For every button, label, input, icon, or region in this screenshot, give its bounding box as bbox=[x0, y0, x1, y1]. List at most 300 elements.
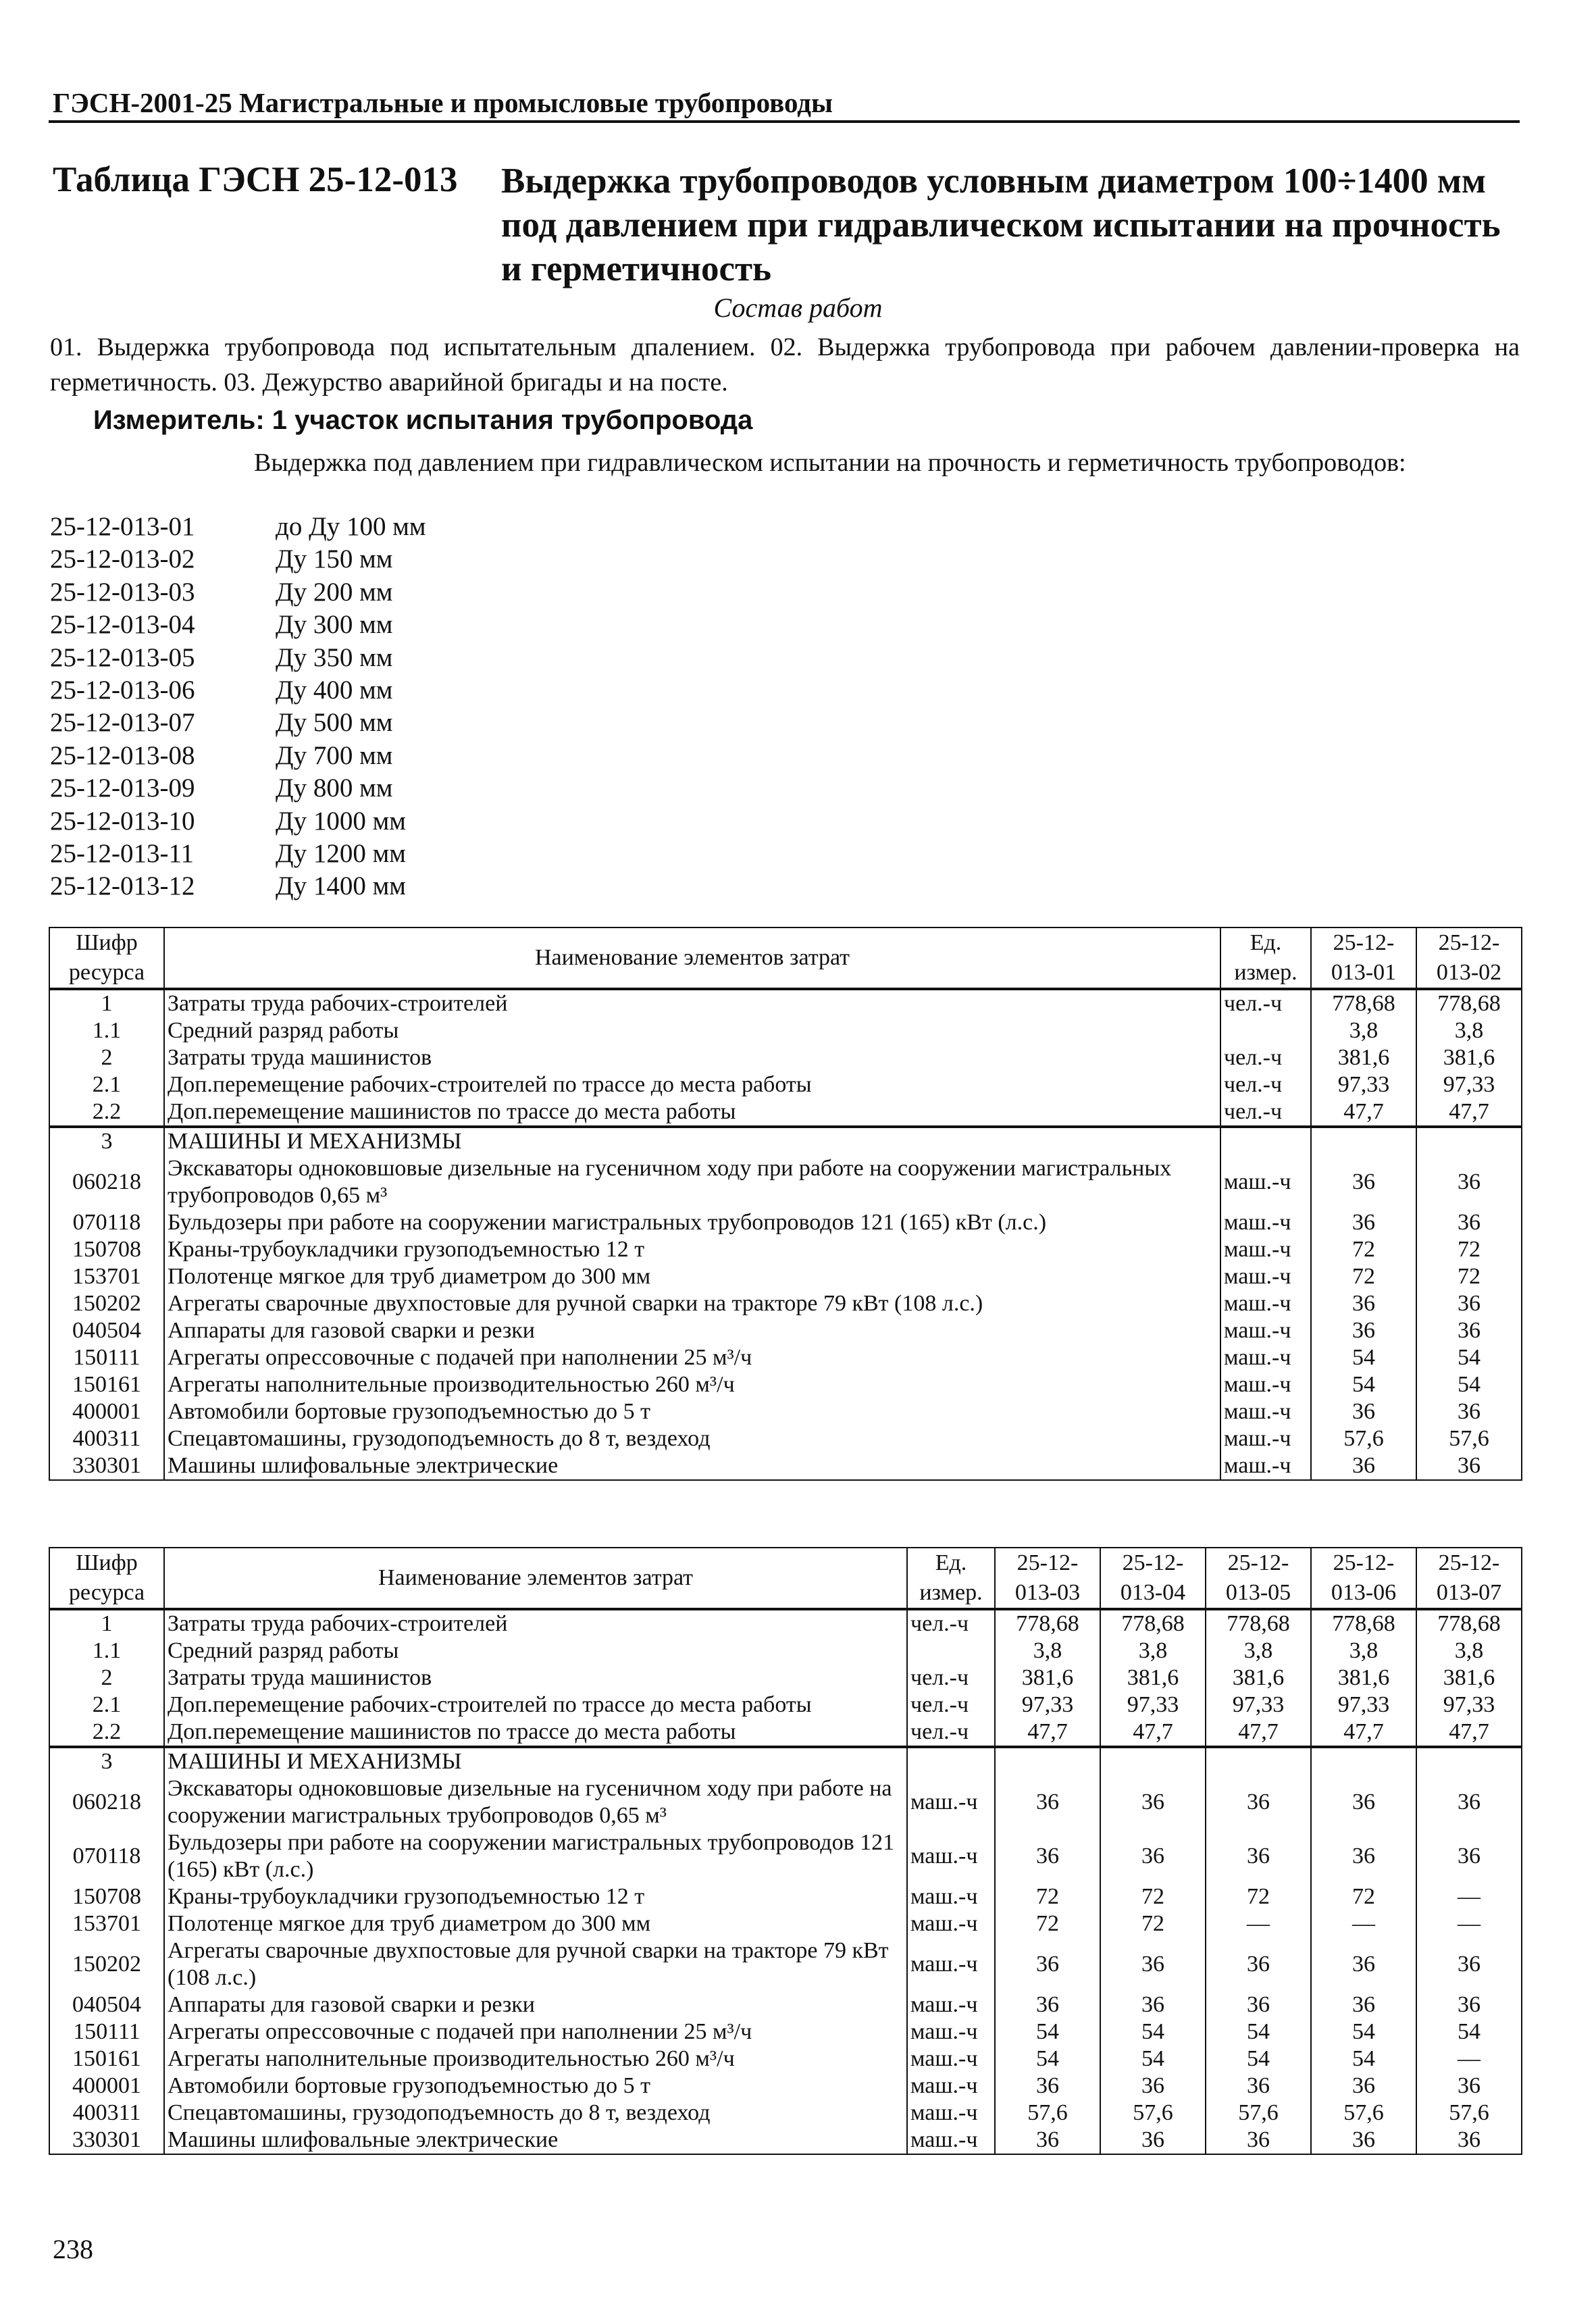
cell-value: 72 bbox=[995, 1910, 1100, 1937]
table-row bbox=[49, 1452, 1522, 1480]
cell-value: — bbox=[1416, 1910, 1522, 1937]
norm-item bbox=[50, 576, 658, 609]
table-row bbox=[49, 1044, 1522, 1071]
cost-table-1 bbox=[49, 927, 1522, 1481]
table-title: Выдержка трубопроводов условным диаметром 100÷1400 мм под давлением при гидравлическом испытании на прочность и герметичность bbox=[501, 161, 1501, 288]
cell-value: 72 bbox=[1100, 1910, 1206, 1937]
cell-value: 54 bbox=[1416, 1344, 1522, 1371]
cell-unit: маш.-ч bbox=[1220, 1452, 1311, 1480]
cell-value: 36 bbox=[1100, 2127, 1206, 2154]
cell-code: 1.1 bbox=[49, 1637, 164, 1664]
cell-value bbox=[995, 1747, 1100, 1775]
cell-value: 36 bbox=[1416, 1937, 1522, 1991]
cell-value: 36 bbox=[995, 2127, 1100, 2154]
header-column: 25-12-013-02 bbox=[1416, 927, 1522, 989]
cell-code: 070118 bbox=[49, 1829, 164, 1883]
cell-unit bbox=[1220, 1127, 1311, 1155]
table-row bbox=[49, 2045, 1522, 2073]
cell-value: 381,6 bbox=[1416, 1044, 1522, 1071]
cell-value: 778,68 bbox=[1311, 1609, 1416, 1637]
table-row bbox=[49, 1829, 1522, 1883]
cell-value: — bbox=[1416, 1883, 1522, 1910]
cell-value: 36 bbox=[1311, 1775, 1416, 1829]
cell-code: 2.2 bbox=[49, 1719, 164, 1747]
cell-value: 72 bbox=[1100, 1883, 1206, 1910]
cell-name: Агрегаты опрессовочные с подачей при наполнении 25 м³/ч bbox=[164, 2018, 907, 2045]
header-code: Шифр ресурса bbox=[49, 1548, 164, 1609]
cell-value: 36 bbox=[1416, 1209, 1522, 1236]
cell-value: 3,8 bbox=[1206, 1637, 1311, 1664]
cell-value: 778,68 bbox=[1311, 989, 1416, 1017]
cell-name: Затраты труда рабочих-строителей bbox=[164, 1609, 907, 1637]
cell-unit: маш.-ч bbox=[1220, 1236, 1311, 1263]
cell-value bbox=[1311, 1127, 1416, 1155]
cell-name: МАШИНЫ И МЕХАНИЗМЫ bbox=[164, 1747, 907, 1775]
cell-value: 36 bbox=[995, 1937, 1100, 1991]
cell-unit: чел.-ч bbox=[907, 1664, 995, 1692]
cell-unit: чел.-ч bbox=[1220, 1071, 1311, 1098]
cell-value: 36 bbox=[1100, 1937, 1206, 1991]
table-row bbox=[49, 1719, 1522, 1747]
cell-value: 97,33 bbox=[1416, 1692, 1522, 1719]
table-row bbox=[49, 1910, 1522, 1937]
cell-name: Агрегаты сварочные двухпостовые для ручной сварки на тракторе 79 кВт (108 л.с.) bbox=[164, 1937, 907, 1991]
cell-name: Затраты труда машинистов bbox=[164, 1664, 907, 1692]
cell-code: 2.1 bbox=[49, 1071, 164, 1098]
cell-value: 54 bbox=[1206, 2045, 1311, 2073]
table-row bbox=[49, 1263, 1522, 1290]
cell-value: 36 bbox=[1416, 1775, 1522, 1829]
cell-name: Агрегаты наполнительные производительностью 260 м³/ч bbox=[164, 2045, 907, 2073]
header-code: Шифр ресурса bbox=[49, 927, 164, 989]
cell-value: 778,68 bbox=[995, 1609, 1100, 1637]
cell-value: 3,8 bbox=[1416, 1017, 1522, 1044]
table-row bbox=[49, 1637, 1522, 1664]
cell-value bbox=[1311, 1747, 1416, 1775]
norm-intro: Выдержка под давлением при гидравлическом испытании на прочность и герметичность трубопроводов: bbox=[254, 449, 1406, 477]
table-row bbox=[49, 1155, 1522, 1209]
cost-table-2 bbox=[49, 1547, 1522, 2155]
cell-value: 97,33 bbox=[995, 1692, 1100, 1719]
norm-item bbox=[50, 838, 658, 870]
norm-name: Ду 1200 мм bbox=[276, 838, 406, 868]
cell-code: 060218 bbox=[49, 1775, 164, 1829]
norm-name: Ду 1400 мм bbox=[276, 871, 406, 901]
table-row bbox=[49, 1017, 1522, 1044]
cell-value: 778,68 bbox=[1100, 1609, 1206, 1637]
cell-unit: чел.-ч bbox=[907, 1719, 995, 1747]
cell-value bbox=[1416, 1747, 1522, 1775]
cell-value: 72 bbox=[1416, 1236, 1522, 1263]
cell-code: 3 bbox=[49, 1747, 164, 1775]
table-row bbox=[49, 1209, 1522, 1236]
cell-unit: маш.-ч bbox=[907, 1829, 995, 1883]
norm-name: Ду 350 мм bbox=[276, 642, 393, 672]
cell-name: Средний разряд работы bbox=[164, 1017, 1220, 1044]
cell-code: 400311 bbox=[49, 1425, 164, 1452]
cell-name: Спецавтомашины, грузодоподъемность до 8 т, вездеход bbox=[164, 1425, 1220, 1452]
cell-code: 1 bbox=[49, 989, 164, 1017]
cell-value: 778,68 bbox=[1416, 989, 1522, 1017]
cell-value: 381,6 bbox=[1416, 1664, 1522, 1692]
cell-unit: маш.-ч bbox=[907, 1883, 995, 1910]
norm-code: 25-12-013-02 bbox=[50, 544, 195, 574]
cell-unit bbox=[907, 1637, 995, 1664]
norm-code: 25-12-013-08 bbox=[50, 740, 195, 770]
cell-unit: маш.-ч bbox=[1220, 1317, 1311, 1344]
norm-code: 25-12-013-01 bbox=[50, 512, 195, 541]
norm-name: Ду 700 мм bbox=[276, 740, 393, 770]
cell-name: Краны-трубоукладчики грузоподъемностью 12 т bbox=[164, 1883, 907, 1910]
norm-name: Ду 150 мм bbox=[276, 544, 393, 574]
cell-value: 36 bbox=[1311, 2127, 1416, 2154]
table-row bbox=[49, 1937, 1522, 1991]
cell-value: 54 bbox=[1311, 1344, 1416, 1371]
table-row bbox=[49, 1664, 1522, 1692]
cell-value: 36 bbox=[1311, 1829, 1416, 1883]
cell-value: 36 bbox=[1100, 1775, 1206, 1829]
cell-unit: маш.-ч bbox=[907, 2045, 995, 2073]
cell-value: 36 bbox=[995, 1991, 1100, 2018]
cell-unit: чел.-ч bbox=[1220, 1098, 1311, 1127]
cell-value: 381,6 bbox=[1311, 1044, 1416, 1071]
cell-code: 400001 bbox=[49, 2073, 164, 2100]
table-row bbox=[49, 1692, 1522, 1719]
norm-item bbox=[50, 674, 658, 707]
cell-value bbox=[1100, 1747, 1206, 1775]
cell-value: 36 bbox=[1100, 1829, 1206, 1883]
cell-value: 47,7 bbox=[1416, 1719, 1522, 1747]
cell-value: 54 bbox=[1416, 1371, 1522, 1398]
cell-code: 330301 bbox=[49, 2127, 164, 2154]
cell-value: 36 bbox=[1416, 1829, 1522, 1883]
cell-name: Агрегаты наполнительные производительностью 260 м³/ч bbox=[164, 1371, 1220, 1398]
cell-value: 381,6 bbox=[1100, 1664, 1206, 1692]
cell-name: Агрегаты сварочные двухпостовые для ручной сварки на тракторе 79 кВт (108 л.с.) bbox=[164, 1290, 1220, 1317]
table-row bbox=[49, 1071, 1522, 1098]
norm-item bbox=[50, 772, 658, 805]
cell-value: 36 bbox=[1206, 1829, 1311, 1883]
cell-value: 36 bbox=[1311, 1209, 1416, 1236]
cell-value: 36 bbox=[1416, 1290, 1522, 1317]
cell-value: 36 bbox=[1416, 1155, 1522, 1209]
cell-value bbox=[1206, 1747, 1311, 1775]
cell-name: Аппараты для газовой сварки и резки bbox=[164, 1317, 1220, 1344]
cell-value: 36 bbox=[1100, 2073, 1206, 2100]
cell-code: 2.1 bbox=[49, 1692, 164, 1719]
cell-unit: маш.-ч bbox=[1220, 1263, 1311, 1290]
cell-value: 36 bbox=[995, 1829, 1100, 1883]
header-name: Наименование элементов затрат bbox=[164, 927, 1220, 989]
cell-value: 47,7 bbox=[995, 1719, 1100, 1747]
norm-code: 25-12-013-06 bbox=[50, 675, 195, 705]
cell-value: 47,7 bbox=[1311, 1719, 1416, 1747]
cell-unit: маш.-ч bbox=[907, 2127, 995, 2154]
norm-item bbox=[50, 740, 658, 772]
cell-value: — bbox=[1206, 1910, 1311, 1937]
cell-name: Агрегаты опрессовочные с подачей при наполнении 25 м³/ч bbox=[164, 1344, 1220, 1371]
cell-value: 54 bbox=[995, 2018, 1100, 2045]
cell-unit: маш.-ч bbox=[907, 1775, 995, 1829]
cell-value: 3,8 bbox=[1311, 1017, 1416, 1044]
cell-unit: чел.-ч bbox=[1220, 1044, 1311, 1071]
cell-value: 36 bbox=[1100, 1991, 1206, 2018]
cell-value: 36 bbox=[995, 2073, 1100, 2100]
cell-code: 070118 bbox=[49, 1209, 164, 1236]
cell-code: 153701 bbox=[49, 1263, 164, 1290]
cell-value: 36 bbox=[1311, 1317, 1416, 1344]
norm-item bbox=[50, 642, 658, 674]
cell-value: 36 bbox=[1206, 2127, 1311, 2154]
cell-value: 36 bbox=[1311, 1452, 1416, 1480]
header-column: 25-12-013-06 bbox=[1311, 1548, 1416, 1609]
norm-item bbox=[50, 543, 658, 576]
cell-value: 97,33 bbox=[1311, 1692, 1416, 1719]
cell-value: 54 bbox=[1311, 1371, 1416, 1398]
cell-code: 150111 bbox=[49, 1344, 164, 1371]
cell-value: — bbox=[1416, 2045, 1522, 2073]
cell-name: Автомобили бортовые грузоподъемностью до 5 т bbox=[164, 2073, 907, 2100]
cell-name: Доп.перемещение машинистов по трассе до места работы bbox=[164, 1719, 907, 1747]
cell-unit: чел.-ч bbox=[907, 1609, 995, 1637]
cell-name: Бульдозеры при работе на сооружении магистральных трубопроводов 121 (165) кВт (л.с.) bbox=[164, 1829, 907, 1883]
cell-unit: маш.-ч bbox=[907, 1991, 995, 2018]
table-row bbox=[49, 1236, 1522, 1263]
cell-value: 36 bbox=[1311, 1937, 1416, 1991]
cell-value: 36 bbox=[1416, 2073, 1522, 2100]
cell-code: 2.2 bbox=[49, 1098, 164, 1127]
cell-value: 57,6 bbox=[995, 2100, 1100, 2127]
cell-value: 36 bbox=[1206, 1937, 1311, 1991]
norm-name: Ду 300 мм bbox=[276, 610, 393, 640]
cell-value: 54 bbox=[1100, 2018, 1206, 2045]
table-row bbox=[49, 1747, 1522, 1775]
cell-unit bbox=[1220, 1017, 1311, 1044]
table-row bbox=[49, 1883, 1522, 1910]
cell-value: 57,6 bbox=[1100, 2100, 1206, 2127]
cell-name: Доп.перемещение машинистов по трассе до места работы bbox=[164, 1098, 1220, 1127]
measure-unit: Измеритель: 1 участок испытания трубопровода bbox=[93, 405, 753, 435]
cell-name: Доп.перемещение рабочих-строителей по трассе до места работы bbox=[164, 1071, 1220, 1098]
cell-code: 150708 bbox=[49, 1236, 164, 1263]
cell-name: Полотенце мягкое для труб диаметром до 300 мм bbox=[164, 1263, 1220, 1290]
header-name: Наименование элементов затрат bbox=[164, 1548, 907, 1609]
cell-value: 381,6 bbox=[1311, 1664, 1416, 1692]
cell-name: Экскаваторы одноковшовые дизельные на гусеничном ходу при работе на сооружении магистральных трубопроводов 0,65 м³ bbox=[164, 1155, 1220, 1209]
norm-code: 25-12-013-11 bbox=[50, 838, 195, 868]
cell-code: 400001 bbox=[49, 1398, 164, 1425]
cell-value: 57,6 bbox=[1206, 2100, 1311, 2127]
norm-item bbox=[50, 609, 658, 641]
cell-name: Доп.перемещение рабочих-строителей по трассе до места работы bbox=[164, 1692, 907, 1719]
norm-code: 25-12-013-03 bbox=[50, 577, 195, 607]
norm-code: 25-12-013-09 bbox=[50, 773, 195, 803]
cell-value: 47,7 bbox=[1416, 1098, 1522, 1127]
cell-code: 2 bbox=[49, 1044, 164, 1071]
cell-value: — bbox=[1311, 1910, 1416, 1937]
cell-value: 54 bbox=[1311, 2045, 1416, 2073]
cell-unit: чел.-ч bbox=[1220, 989, 1311, 1017]
composition-text: 01. Выдержка трубопровода под испытательным дпалением. 02. Выдержка трубопровода при рабочем давлении-проверка на герметичность. 03. Дежурство аварийной бригады и на посте. bbox=[50, 333, 1520, 397]
cell-code: 060218 bbox=[49, 1155, 164, 1209]
cell-value: 381,6 bbox=[995, 1664, 1100, 1692]
cell-unit: маш.-ч bbox=[1220, 1371, 1311, 1398]
cell-value: 47,7 bbox=[1206, 1719, 1311, 1747]
cell-value: 72 bbox=[1311, 1883, 1416, 1910]
table-row bbox=[49, 1127, 1522, 1155]
cell-unit: маш.-ч bbox=[907, 1910, 995, 1937]
table-row bbox=[49, 1609, 1522, 1637]
cell-value: 3,8 bbox=[1416, 1637, 1522, 1664]
cell-name: Аппараты для газовой сварки и резки bbox=[164, 1991, 907, 2018]
cell-name: Полотенце мягкое для труб диаметром до 300 мм bbox=[164, 1910, 907, 1937]
cell-name: Затраты труда машинистов bbox=[164, 1044, 1220, 1071]
cell-value: 97,33 bbox=[1311, 1071, 1416, 1098]
cell-code: 150202 bbox=[49, 1937, 164, 1991]
cell-name: Краны-трубоукладчики грузоподъемностью 12 т bbox=[164, 1236, 1220, 1263]
cell-value: 54 bbox=[1416, 2018, 1522, 2045]
cell-value: 36 bbox=[1311, 1991, 1416, 2018]
norm-item bbox=[50, 870, 658, 903]
cell-value: 3,8 bbox=[995, 1637, 1100, 1664]
cell-value: 72 bbox=[1416, 1263, 1522, 1290]
cell-value: 97,33 bbox=[1416, 1071, 1522, 1098]
norm-code: 25-12-013-10 bbox=[50, 806, 195, 836]
norm-name: до Ду 100 мм bbox=[276, 512, 426, 541]
cell-name: Машины шлифовальные электрические bbox=[164, 2127, 907, 2154]
norm-item bbox=[50, 707, 658, 739]
table-row bbox=[49, 1991, 1522, 2018]
cell-name: Машины шлифовальные электрические bbox=[164, 1452, 1220, 1480]
cell-value: 36 bbox=[1311, 1398, 1416, 1425]
cell-value: 47,7 bbox=[1100, 1719, 1206, 1747]
cell-unit: маш.-ч bbox=[1220, 1209, 1311, 1236]
cell-code: 150111 bbox=[49, 2018, 164, 2045]
norm-name: Ду 800 мм bbox=[276, 773, 393, 803]
cell-name: Автомобили бортовые грузоподъемностью до 5 т bbox=[164, 1398, 1220, 1425]
table-row bbox=[49, 1344, 1522, 1371]
norm-code: 25-12-013-12 bbox=[50, 871, 195, 901]
table-row bbox=[49, 2127, 1522, 2154]
cell-value: 3,8 bbox=[1311, 1637, 1416, 1664]
cell-name: Бульдозеры при работе на сооружении магистральных трубопроводов 121 (165) кВт (л.с.) bbox=[164, 1209, 1220, 1236]
norm-name: Ду 500 мм bbox=[276, 708, 393, 738]
cell-code: 150161 bbox=[49, 2045, 164, 2073]
cell-code: 150708 bbox=[49, 1883, 164, 1910]
norm-code: 25-12-013-05 bbox=[50, 642, 195, 672]
cell-code: 040504 bbox=[49, 1991, 164, 2018]
table-label: Таблица ГЭСН 25-12-013 bbox=[53, 160, 458, 199]
table-row bbox=[49, 2018, 1522, 2045]
cell-value: 36 bbox=[1311, 1290, 1416, 1317]
cell-value: 47,7 bbox=[1311, 1098, 1416, 1127]
table-row bbox=[49, 1775, 1522, 1829]
cell-unit: чел.-ч bbox=[907, 1692, 995, 1719]
norm-name: Ду 400 мм bbox=[276, 675, 393, 705]
cell-value: 72 bbox=[995, 1883, 1100, 1910]
cell-unit bbox=[907, 1747, 995, 1775]
cell-value: 36 bbox=[1311, 2073, 1416, 2100]
cell-code: 3 bbox=[49, 1127, 164, 1155]
norm-code: 25-12-013-07 bbox=[50, 708, 195, 738]
cell-code: 1.1 bbox=[49, 1017, 164, 1044]
page-number: 238 bbox=[53, 2234, 93, 2264]
header-column: 25-12-013-07 bbox=[1416, 1548, 1522, 1609]
norm-list bbox=[50, 511, 658, 903]
cell-code: 1 bbox=[49, 1609, 164, 1637]
cell-value: 36 bbox=[1416, 1398, 1522, 1425]
cell-value: 72 bbox=[1311, 1263, 1416, 1290]
cell-unit: маш.-ч bbox=[907, 2100, 995, 2127]
cell-value: 72 bbox=[1206, 1883, 1311, 1910]
cell-code: 153701 bbox=[49, 1910, 164, 1937]
cell-value: 97,33 bbox=[1100, 1692, 1206, 1719]
header-unit: Ед. измер. bbox=[1220, 927, 1311, 989]
cell-code: 150202 bbox=[49, 1290, 164, 1317]
cell-unit: маш.-ч bbox=[1220, 1344, 1311, 1371]
cell-unit: маш.-ч bbox=[907, 1937, 995, 1991]
cell-value: 54 bbox=[995, 2045, 1100, 2073]
cell-value: 57,6 bbox=[1311, 2100, 1416, 2127]
cell-unit: маш.-ч bbox=[907, 2073, 995, 2100]
cell-value: 54 bbox=[1100, 2045, 1206, 2073]
cell-value: 36 bbox=[1206, 1991, 1311, 2018]
cell-value bbox=[1416, 1127, 1522, 1155]
cell-value: 36 bbox=[1206, 1775, 1311, 1829]
cell-value: 36 bbox=[1206, 2073, 1311, 2100]
table-row bbox=[49, 2073, 1522, 2100]
header-unit: Ед. измер. bbox=[907, 1548, 995, 1609]
cell-unit: маш.-ч bbox=[907, 2018, 995, 2045]
cell-value: 36 bbox=[1416, 1991, 1522, 2018]
norm-item bbox=[50, 511, 658, 543]
norm-code: 25-12-013-04 bbox=[50, 610, 195, 640]
cell-value: 778,68 bbox=[1206, 1609, 1311, 1637]
norm-name: Ду 200 мм bbox=[276, 577, 393, 607]
table-row bbox=[49, 989, 1522, 1017]
table-row bbox=[49, 1398, 1522, 1425]
header-rule bbox=[49, 120, 1520, 123]
cell-value: 381,6 bbox=[1206, 1664, 1311, 1692]
cell-value: 778,68 bbox=[1416, 1609, 1522, 1637]
header-column: 25-12-013-01 bbox=[1311, 927, 1416, 989]
cell-name: МАШИНЫ И МЕХАНИЗМЫ bbox=[164, 1127, 1220, 1155]
cell-value: 36 bbox=[1416, 1452, 1522, 1480]
cell-unit: маш.-ч bbox=[1220, 1290, 1311, 1317]
cell-value: 36 bbox=[1416, 1317, 1522, 1344]
header-column: 25-12-013-04 bbox=[1100, 1548, 1206, 1609]
cell-code: 330301 bbox=[49, 1452, 164, 1480]
cell-value: 57,6 bbox=[1416, 1425, 1522, 1452]
cell-name: Затраты труда рабочих-строителей bbox=[164, 989, 1220, 1017]
cell-name: Экскаваторы одноковшовые дизельные на гусеничном ходу при работе на сооружении магистральных трубопроводов 0,65 м³ bbox=[164, 1775, 907, 1829]
composition-title: Состав работ bbox=[713, 293, 883, 323]
cell-name: Спецавтомашины, грузодоподъемность до 8 т, вездеход bbox=[164, 2100, 907, 2127]
table-row bbox=[49, 2100, 1522, 2127]
cell-value: 54 bbox=[1206, 2018, 1311, 2045]
cell-name: Средний разряд работы bbox=[164, 1637, 907, 1664]
cell-value: 36 bbox=[995, 1775, 1100, 1829]
running-head: ГЭСН-2001-25 Магистральные и промысловые трубопроводы bbox=[53, 87, 833, 118]
norm-name: Ду 1000 мм bbox=[276, 806, 406, 836]
cell-value: 3,8 bbox=[1100, 1637, 1206, 1664]
table-row bbox=[49, 1098, 1522, 1127]
table-row bbox=[49, 1425, 1522, 1452]
cell-value: 54 bbox=[1311, 2018, 1416, 2045]
cell-value: 57,6 bbox=[1416, 2100, 1522, 2127]
cell-code: 400311 bbox=[49, 2100, 164, 2127]
norm-item bbox=[50, 805, 658, 838]
